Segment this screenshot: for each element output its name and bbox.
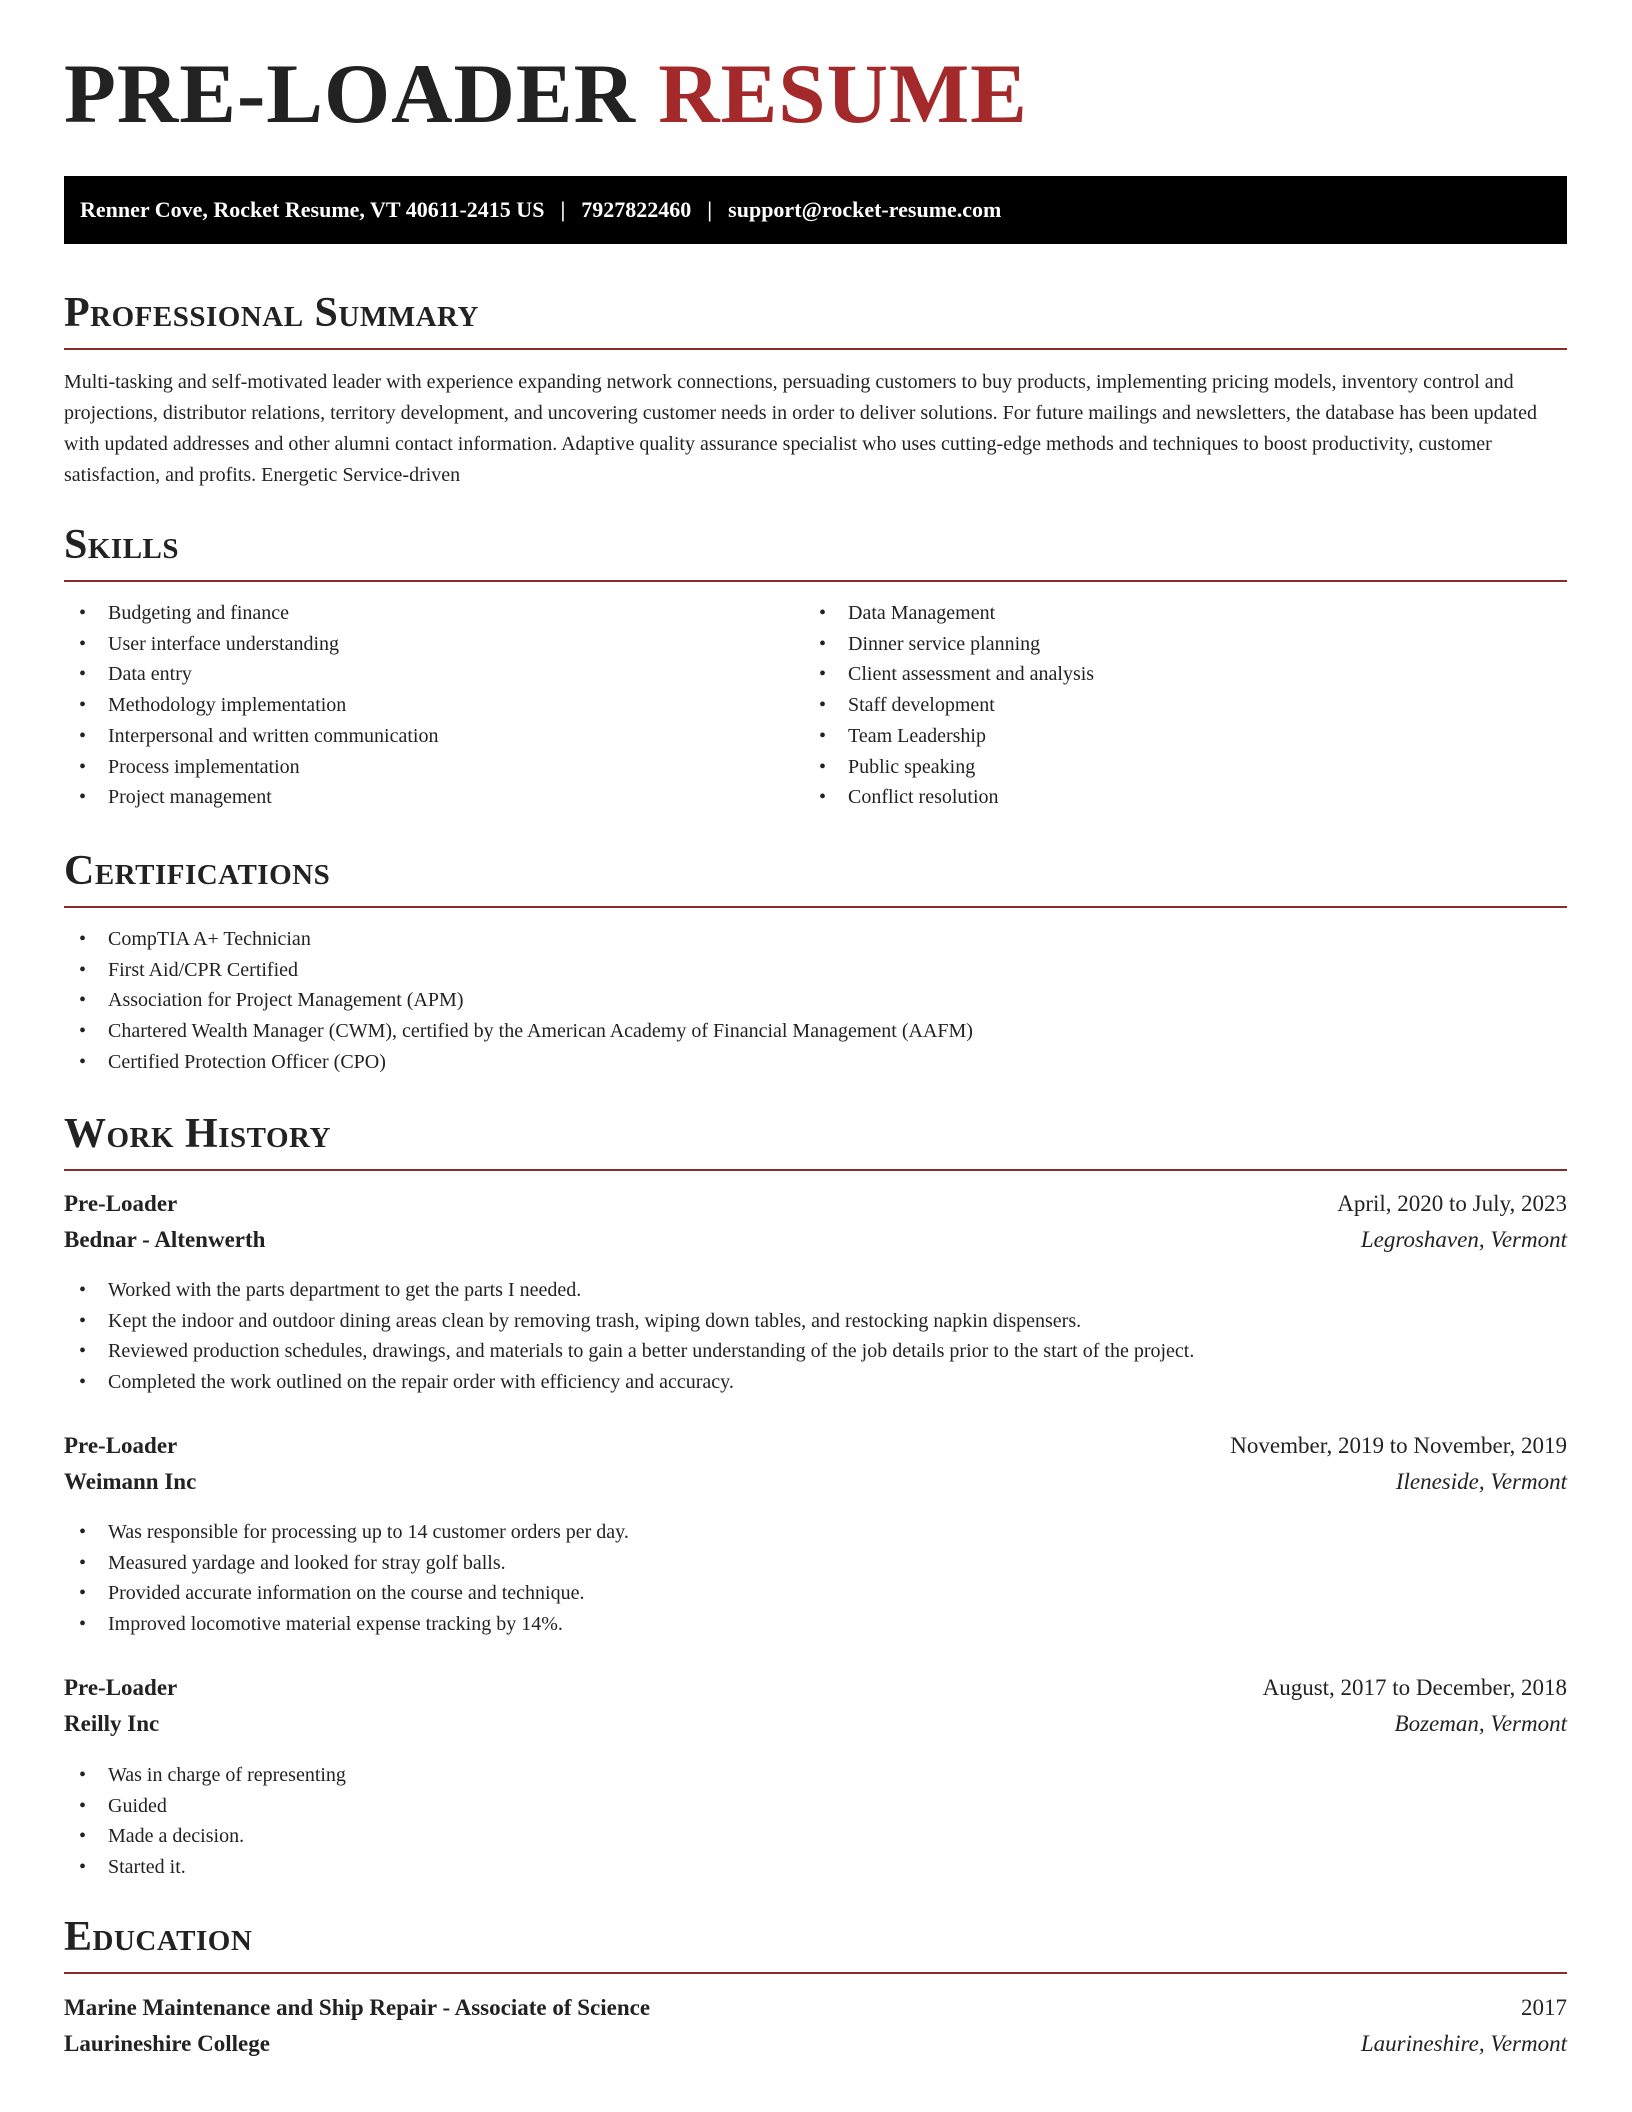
job-bullet: • Provided accurate information on the course and technique. <box>64 1578 629 1609</box>
education-year: 2017 <box>1521 1995 1567 2020</box>
contact-separator: | <box>707 197 713 222</box>
job-bullet: • Improved locomotive material expense tracking by 14%. <box>64 1609 629 1640</box>
skill-item: • Budgeting and finance <box>64 598 438 629</box>
job-company: Bednar - Altenwerth <box>64 1227 266 1252</box>
certification-item: • First Aid/CPR Certified <box>64 955 973 986</box>
title-first: PRE-LOADER <box>64 47 636 141</box>
job-location: Ileneside, Vermont <box>1395 1469 1567 1494</box>
job-bullet: • Was responsible for processing up to 14 customer orders per day. <box>64 1517 629 1548</box>
contact-separator: | <box>560 197 566 222</box>
job-company: Weimann Inc <box>64 1469 197 1494</box>
job-dates: April, 2020 to July, 2023 <box>1337 1191 1567 1216</box>
skills-list-right <box>804 598 1094 813</box>
skill-item: • Team Leadership <box>804 721 1094 752</box>
job-subheader <box>64 1222 1567 1258</box>
education-location: Laurineshire, Vermont <box>1360 2031 1567 2056</box>
job-bullet: • Started it. <box>64 1852 346 1883</box>
job-bullet: • Guided <box>64 1791 346 1822</box>
contact-bar <box>64 176 1567 244</box>
skill-item: • Public speaking <box>804 752 1094 783</box>
job-title: Pre-Loader <box>64 1191 178 1216</box>
contact-address: Renner Cove, Rocket Resume, VT 40611-2415 US <box>80 197 545 222</box>
skill-item: • Dinner service planning <box>804 629 1094 660</box>
skill-item: • Conflict resolution <box>804 782 1094 813</box>
job-bullets <box>64 1517 629 1640</box>
job-bullets <box>64 1275 1194 1398</box>
job-bullet: • Was in charge of representing <box>64 1760 346 1791</box>
skill-item: • Interpersonal and written communication <box>64 721 438 752</box>
job-subheader <box>64 1706 1567 1742</box>
job-title: Pre-Loader <box>64 1675 178 1700</box>
job-location: Legroshaven, Vermont <box>1360 1227 1567 1252</box>
job-location: Bozeman, Vermont <box>1394 1711 1567 1736</box>
skills-list-left <box>64 598 438 813</box>
education-header <box>64 1990 1567 2026</box>
skill-item: • Methodology implementation <box>64 690 438 721</box>
job-dates: August, 2017 to December, 2018 <box>1262 1675 1567 1700</box>
job-bullet: • Completed the work outlined on the repair order with efficiency and accuracy. <box>64 1367 1194 1398</box>
job-subheader <box>64 1464 1567 1500</box>
title-last: RESUME <box>658 47 1028 141</box>
section-heading-summary: Professional Summary <box>64 292 1567 350</box>
job-bullet: • Made a decision. <box>64 1821 346 1852</box>
section-heading-skills: Skills <box>64 524 1567 582</box>
summary-text: Multi-tasking and self-motivated leader with experience expanding network connections, persuading customers to buy products, implementing pricing models, inventory control and projections, distributor relations, territory development, and uncovering customer needs in order to deliver solutions. For future mailings and newsletters, the database has been updated with updated addresses and other alumni contact information. Adaptive quality assurance specialist who uses cutting-edge methods and techniques to boost productivity, customer satisfaction, and profits. Energetic Service-driven <box>64 371 1537 486</box>
section-heading-education: Education <box>64 1916 1567 1974</box>
job-header <box>64 1186 1567 1222</box>
job-bullets <box>64 1760 346 1883</box>
resume-title <box>64 47 1028 141</box>
job-bullet: • Reviewed production schedules, drawings, and materials to gain a better understanding of the job details prior to the start of the project. <box>64 1336 1194 1367</box>
certification-item: • Association for Project Management (APM) <box>64 985 973 1016</box>
job-title: Pre-Loader <box>64 1433 178 1458</box>
job-header <box>64 1428 1567 1464</box>
skill-item: • Client assessment and analysis <box>804 659 1094 690</box>
education-subheader <box>64 2026 1567 2062</box>
education-school: Laurineshire College <box>64 2031 270 2056</box>
skill-item: • Data Management <box>804 598 1094 629</box>
job-dates: November, 2019 to November, 2019 <box>1230 1433 1567 1458</box>
skill-item: • Process implementation <box>64 752 438 783</box>
certification-item: • CompTIA A+ Technician <box>64 924 973 955</box>
job-header <box>64 1670 1567 1706</box>
certification-item: • Certified Protection Officer (CPO) <box>64 1047 973 1078</box>
skill-item: • Project management <box>64 782 438 813</box>
job-bullet: • Kept the indoor and outdoor dining areas clean by removing trash, wiping down tables, and restocking napkin dispensers. <box>64 1306 1194 1337</box>
section-heading-work-history: Work History <box>64 1113 1567 1171</box>
job-company: Reilly Inc <box>64 1711 160 1736</box>
contact-phone[interactable]: 7927822460 <box>581 197 692 222</box>
skill-item: • Staff development <box>804 690 1094 721</box>
contact-email[interactable]: support@rocket-resume.com <box>728 197 1002 222</box>
job-bullet: • Measured yardage and looked for stray golf balls. <box>64 1548 629 1579</box>
education-degree: Marine Maintenance and Ship Repair - Associate of Science <box>64 1995 651 2020</box>
skill-item: • User interface understanding <box>64 629 438 660</box>
certification-item: • Chartered Wealth Manager (CWM), certified by the American Academy of Financial Management (AAFM) <box>64 1016 973 1047</box>
section-heading-certifications: Certifications <box>64 850 1567 908</box>
certifications-list <box>64 924 973 1078</box>
skill-item: • Data entry <box>64 659 438 690</box>
job-bullet: • Worked with the parts department to get the parts I needed. <box>64 1275 1194 1306</box>
